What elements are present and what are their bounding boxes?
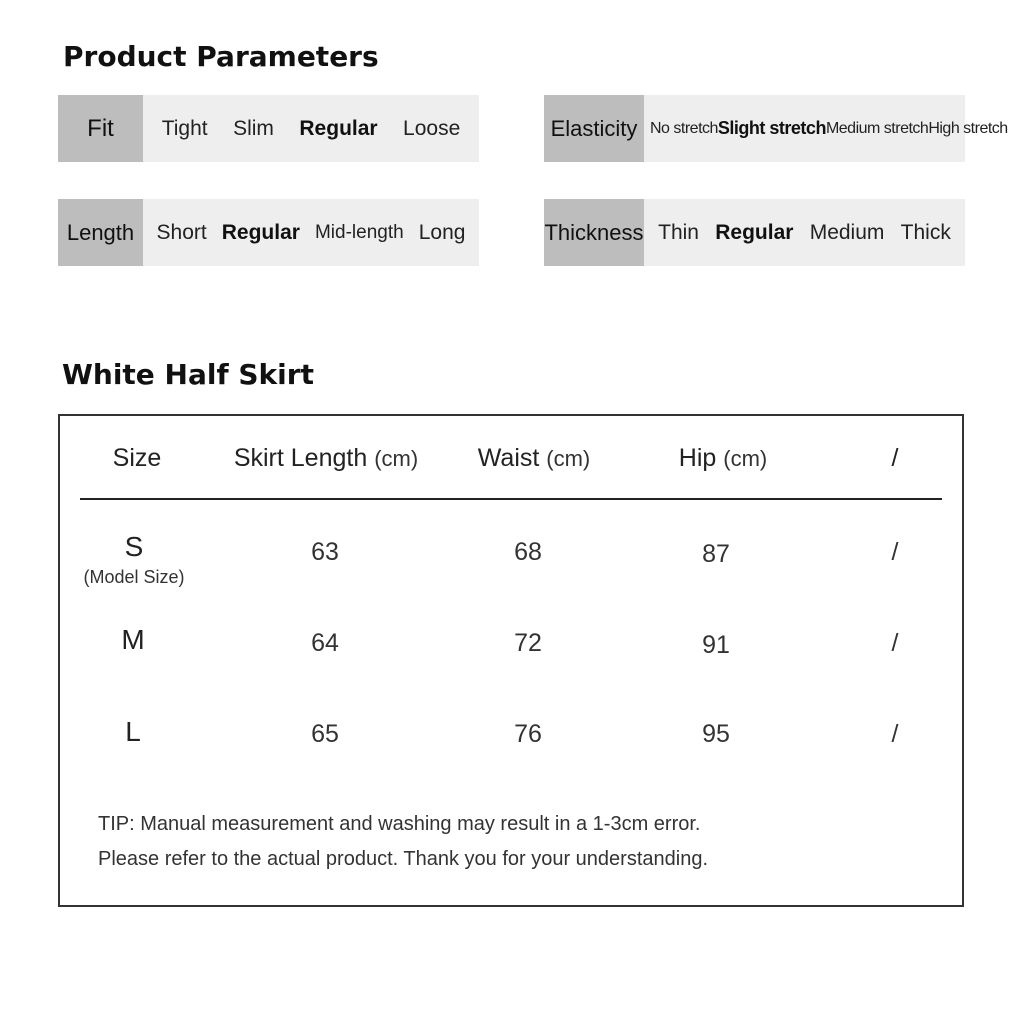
thickness-option-thick: Thick	[900, 220, 951, 244]
row-l-extra: /	[891, 720, 899, 748]
row-s-model-size-note: (Model Size)	[83, 567, 185, 587]
fit-option-slim: Slim	[233, 116, 274, 140]
header-waist-name: Waist	[477, 444, 540, 472]
elasticity-option-high-stretch: High stretch	[928, 119, 1008, 137]
thickness-option-regular-selected: Regular	[715, 220, 794, 244]
elasticity-option-no-stretch: No stretch	[650, 119, 718, 137]
header-size	[113, 444, 162, 473]
fit-parameter-bar	[58, 95, 479, 162]
row-l-waist: 76	[514, 720, 542, 748]
thickness-label: Thickness	[544, 199, 644, 266]
header-extra	[892, 444, 899, 473]
size-chart-title: White Half Skirt	[62, 358, 314, 391]
elasticity-label: Elasticity	[544, 95, 644, 162]
fit-option-tight: Tight	[161, 116, 208, 140]
tip-line-refer-to-product: Please refer to the actual product. Thank you for your understanding.	[98, 848, 708, 870]
elasticity-parameter-bar	[544, 95, 1008, 162]
row-s-skirt-length: 63	[311, 538, 339, 566]
fit-label: Fit	[58, 95, 143, 162]
elasticity-options	[644, 95, 1014, 162]
row-l-size: L	[125, 716, 141, 747]
header-hip-name: Hip	[678, 444, 717, 472]
tip-line-measurement-error: TIP: Manual measurement and washing may result in a 1-3cm error.	[98, 813, 701, 835]
row-s-waist: 68	[514, 538, 542, 566]
row-s-extra: /	[891, 538, 899, 566]
fit-option-loose: Loose	[403, 116, 461, 140]
row-m-skirt-length: 64	[311, 629, 339, 657]
length-option-long: Long	[418, 220, 466, 244]
header-waist	[478, 444, 591, 473]
thickness-option-thin: Thin	[658, 220, 699, 244]
length-option-mid-length: Mid-length	[314, 221, 404, 243]
size-chart-table	[58, 414, 964, 907]
row-m-extra: /	[891, 629, 899, 657]
header-waist-unit: (cm)	[546, 446, 591, 471]
header-size-name: Size	[112, 444, 162, 472]
header-hip	[679, 444, 767, 473]
row-m-size: M	[121, 624, 145, 655]
row-s-hip: 87	[702, 540, 730, 568]
row-m-hip: 91	[702, 631, 730, 659]
length-label: Length	[58, 199, 143, 266]
header-hip-unit: (cm)	[723, 446, 768, 471]
product-parameters-title: Product Parameters	[63, 40, 379, 73]
length-option-short: Short	[156, 220, 207, 244]
header-skirt-length-unit: (cm)	[374, 446, 419, 471]
thickness-option-medium: Medium	[809, 220, 885, 244]
fit-option-regular-selected: Regular	[299, 116, 378, 140]
length-options	[143, 199, 479, 266]
header-skirt-length	[234, 444, 418, 473]
row-s-size: S	[124, 531, 144, 562]
thickness-parameter-bar	[544, 199, 965, 266]
fit-options	[143, 95, 479, 162]
header-skirt-length-name: Skirt Length	[233, 444, 368, 472]
thickness-options	[644, 199, 965, 266]
row-l-skirt-length: 65	[311, 720, 339, 748]
elasticity-option-medium-stretch: Medium stretch	[825, 119, 929, 137]
length-parameter-bar	[58, 199, 479, 266]
header-divider	[80, 498, 942, 500]
elasticity-option-slight-stretch-selected: Slight stretch	[717, 118, 826, 138]
header-extra-name: /	[891, 444, 899, 472]
row-m-waist: 72	[514, 629, 542, 657]
row-l-hip: 95	[702, 720, 730, 748]
length-option-regular-selected: Regular	[221, 220, 300, 244]
